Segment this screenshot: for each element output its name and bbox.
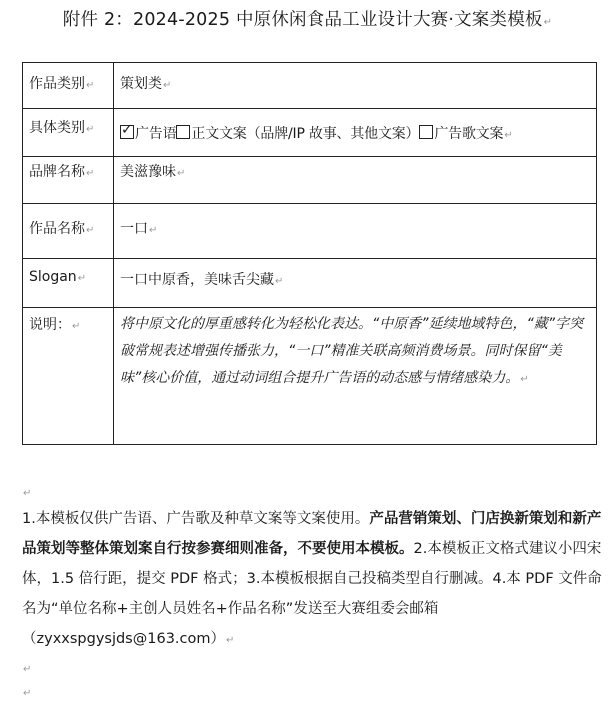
checkbox-body-copy[interactable]: [176, 125, 190, 139]
description-value: 将中原文化的厚重感转化为轻松化表达。“中原香”延续地域特色，“藏”字突破常规表述增强传播张力，“一口”精准关联高频消费场景。同时保留“美味”核心价值，通过动词组合提升广告语的动态感与情绪感染力。: [120, 316, 584, 386]
page-title: 附件 2：2024-2025 中原休闲食品工业设计大赛·文案类模板↵: [62, 10, 553, 30]
row-work-name: 作品名称↵ 一口↵: [23, 204, 597, 259]
work-category-value: 策划类: [120, 76, 162, 92]
slogan-value: 一口中原香，美味舌尖藏: [120, 272, 274, 288]
row-brand: 品牌名称↵ 美滋豫味↵: [23, 157, 597, 204]
checkbox-song-lyrics[interactable]: [419, 125, 433, 139]
brand-value: 美滋豫味: [120, 164, 176, 180]
option-slogan-label: 广告语: [135, 126, 177, 142]
work-name-value: 一口: [120, 221, 148, 237]
checkbox-slogan[interactable]: [120, 125, 134, 139]
instructions-notes: ↵ 1.本模板仅供广告语、广告歌及种草文案等文案使用。产品营销策划、门店换新策划和新产品策划等整体策划案自行按参赛细则准备，不要使用本模板。2.本模板正文格式建议小四宋体，1.5 倍行距，提交 PDF 格式；3.本模板根据自己投稿类型自行删减。4.本 PDF 文件命名为“单位名称+主创人员姓名+作品名称”发送至大赛组委会邮箱（zyxxspgysjds@163.com）↵ ↵ ↵: [22, 488, 602, 699]
row-work-category: 作品类别↵ 策划类↵: [23, 63, 597, 109]
description-label: 说明：: [29, 317, 71, 333]
specific-category-label: 具体类别: [29, 120, 85, 136]
brand-label: 品牌名称: [29, 164, 85, 180]
option-body-copy-label: 正文文案（品牌/IP 故事、其他文案）: [191, 126, 420, 142]
entry-form-table: [22, 62, 597, 445]
instructions-paragraph: 1.本模板仅供广告语、广告歌及种草文案等文案使用。产品营销策划、门店换新策划和新产品策划等整体策划案自行按参赛细则准备，不要使用本模板。2.本模板正文格式建议小四宋体，1.5 倍行距，提交 PDF 格式；3.本模板根据自己投稿类型自行删减。4.本 PDF 文件命名为“单位名称+主创人员姓名+作品名称”发送至大赛组委会邮箱（zyxxspgysjds@163.com）↵: [22, 511, 602, 647]
instructions-bold-warning: 产品营销策划、门店换新策划和新产品策划等整体策划案自行按参赛细则准备，不要使用本模板。: [22, 511, 602, 557]
work-category-label: 作品类别: [29, 76, 85, 92]
slogan-label: Slogan: [29, 269, 77, 285]
row-specific-category: 具体类别↵ ✓ 广告语 正文文案（品牌/IP 故事、其他文案） 广告歌文案↵: [23, 109, 597, 157]
work-name-label: 作品名称: [29, 221, 85, 237]
row-slogan: Slogan↵ 一口中原香，美味舌尖藏↵: [23, 259, 597, 308]
option-song-lyrics-label: 广告歌文案: [434, 126, 504, 142]
row-description: 说明：↵ 将中原文化的厚重感转化为轻松化表达。“中原香”延续地域特色，“藏”字突破常规表述增强传播张力，“一口”精准关联高频消费场景。同时保留“美味”核心价值，通过动词组合提升广告语的动态感与情绪感染力。↵: [23, 308, 597, 445]
